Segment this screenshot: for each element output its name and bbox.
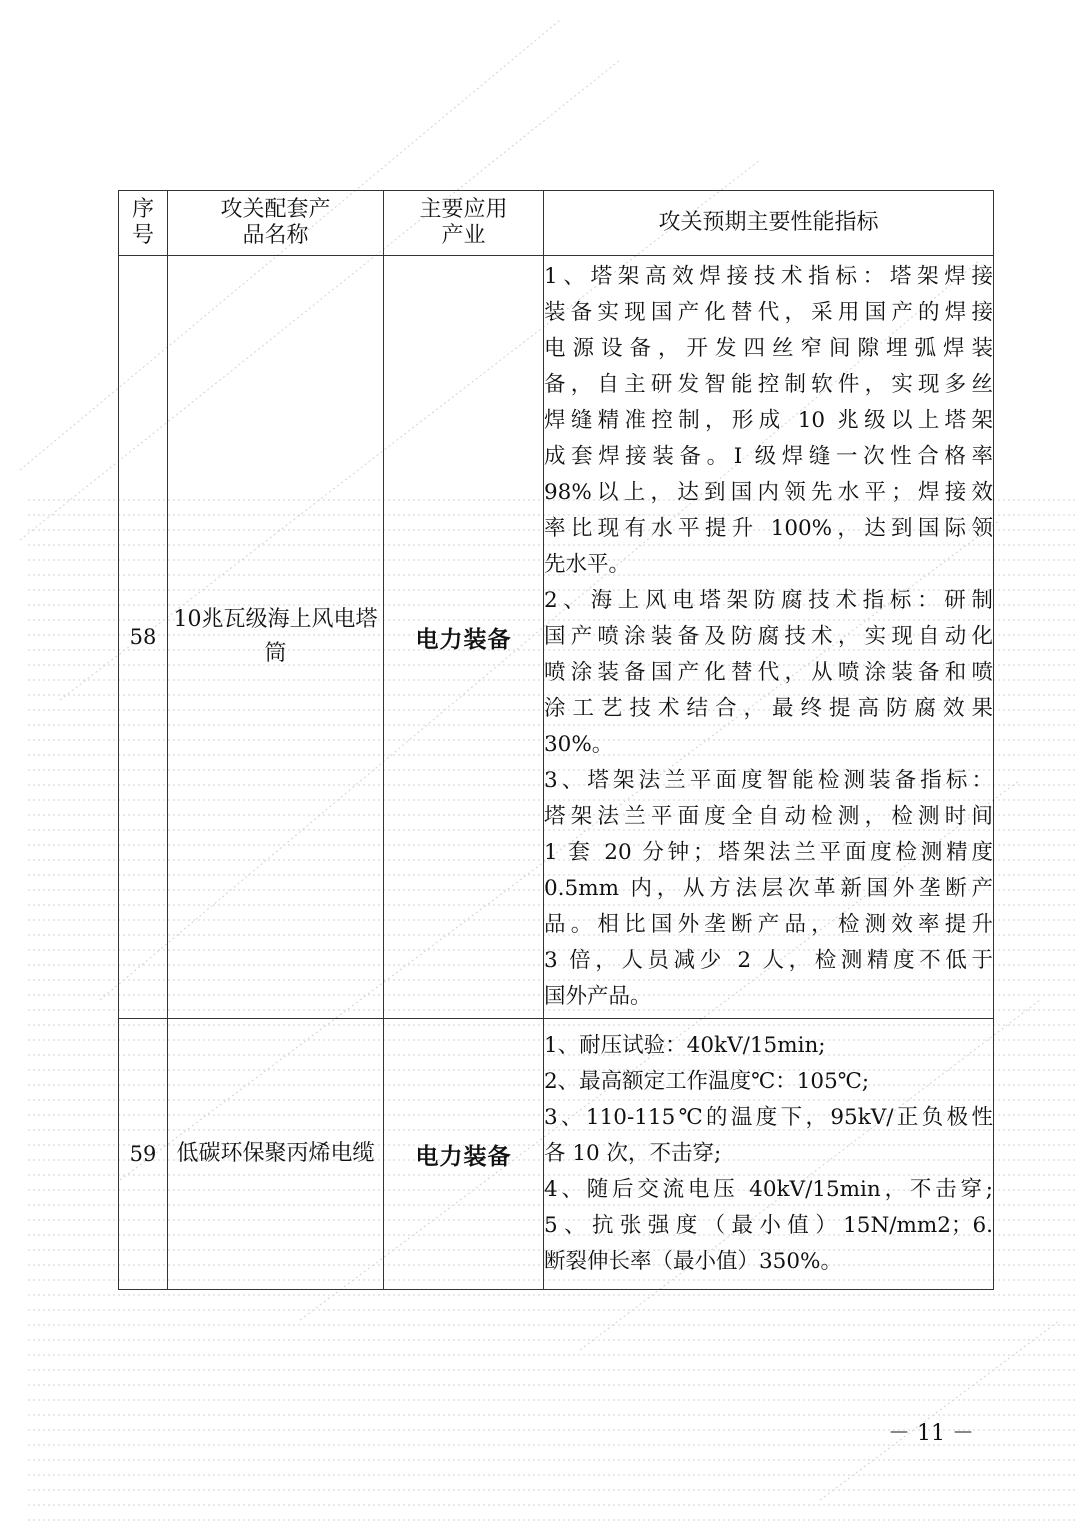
spec-line: 2、最高额定工作温度℃：105℃;	[544, 1069, 870, 1094]
spec-line: 成套焊接装备。I 级焊缝一次性合格率	[544, 444, 993, 469]
performance-indicators	[544, 256, 994, 1019]
performance-indicators	[544, 1019, 994, 1290]
header-performance-indicators: 攻关预期主要性能指标	[544, 191, 994, 256]
spec-line: 0.5mm 内，从方法层次革新国外垄断产	[544, 876, 993, 901]
spec-line: 焊缝精准控制，形成 10 兆级以上塔架	[544, 408, 993, 433]
header-product-name: 攻关配套产品名称	[168, 191, 384, 256]
product-name: 10兆瓦级海上风电塔筒	[168, 256, 384, 1019]
spec-line: 装备实现国产化替代，采用国产的焊接	[544, 300, 993, 325]
spec-table	[118, 190, 994, 1290]
header-no: 序号	[119, 191, 168, 256]
spec-line: 1 套 20 分钟；塔架法兰平面度检测精度	[544, 840, 993, 865]
spec-line: 3 倍，人员减少 2 人，检测精度不低于	[544, 948, 993, 973]
spec-line: 备，自主研发智能控制软件，实现多丝	[544, 372, 993, 397]
table-row	[119, 256, 994, 1019]
spec-line: 98%以上，达到国内领先水平；焊接效	[544, 480, 993, 505]
row-number: 58	[119, 256, 168, 1019]
spec-line: 5、抗张强度（最小值）15N/mm2；6.	[544, 1213, 993, 1238]
spec-line: 断裂伸长率（最小值）350%。	[544, 1249, 842, 1274]
spec-line: 先水平。	[544, 552, 631, 577]
table-row	[119, 1019, 994, 1290]
spec-line: 1、耐压试验：40kV/15min;	[544, 1033, 826, 1058]
spec-line: 喷涂装备国产化替代，从喷涂装备和喷	[544, 660, 993, 685]
spec-line: 国外产品。	[544, 984, 652, 1009]
spec-line: 涂工艺技术结合，最终提高防腐效果	[544, 696, 993, 721]
spec-line: 3、110-115℃的温度下，95kV/正负极性	[544, 1105, 993, 1130]
spec-line: 品。相比国外垄断产品，检测效率提升	[544, 912, 993, 937]
spec-line: 塔架法兰平面度全自动检测，检测时间	[544, 804, 993, 829]
header-industry: 主要应用产业	[384, 191, 544, 256]
table-header-row	[119, 191, 994, 256]
spec-line: 各 10 次，不击穿;	[544, 1141, 722, 1166]
spec-line: 1、塔架高效焊接技术指标：塔架焊接	[544, 264, 993, 289]
industry: 电力装备	[384, 256, 544, 1019]
spec-line: 国产喷涂装备及防腐技术，实现自动化	[544, 624, 993, 649]
spec-line: 4、随后交流电压 40kV/15min，不击穿;	[544, 1177, 993, 1202]
row-number: 59	[119, 1019, 168, 1290]
industry: 电力装备	[384, 1019, 544, 1290]
product-name: 低碳环保聚丙烯电缆	[168, 1019, 384, 1290]
spec-line: 2、海上风电塔架防腐技术指标：研制	[544, 588, 993, 613]
page-number: － 11 －	[888, 1421, 974, 1446]
spec-line: 率比现有水平提升 100%，达到国际领	[544, 516, 993, 541]
spec-line: 电源设备，开发四丝窄间隙埋弧焊装	[544, 336, 993, 361]
spec-line: 3、塔架法兰平面度智能检测装备指标：	[544, 768, 993, 793]
spec-line: 30%。	[544, 732, 614, 757]
